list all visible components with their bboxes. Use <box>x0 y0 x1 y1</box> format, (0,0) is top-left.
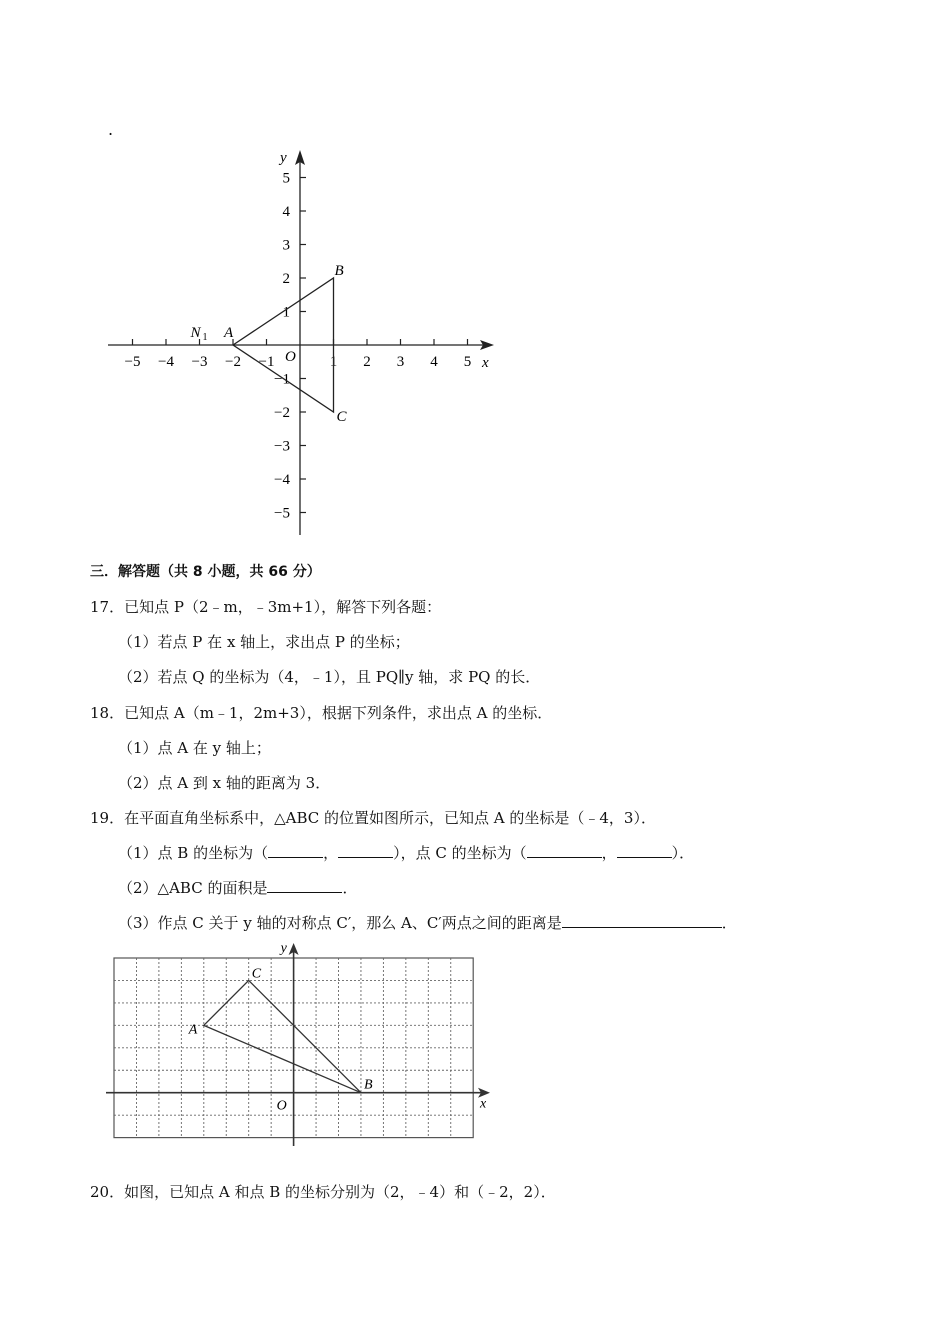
figure2-triangle <box>188 966 373 1092</box>
q18-part2: （2）点 A 到 x 轴的距离为 3． <box>118 774 331 792</box>
figure1-triangle <box>190 263 348 425</box>
section-title: 三．解答题（共 8 小题，共 66 分） <box>90 564 321 580</box>
q19-part3-text-a: （3）作点 C 关于 y 轴的对称点 C′，那么 A、C′两点之间的距离是 <box>118 914 562 932</box>
q19-part3 <box>118 913 737 933</box>
q18-part1: （1）点 A 在 y 轴上； <box>118 739 271 757</box>
answer-blank-distance[interactable] <box>562 913 722 928</box>
q19-part1-text-c: ），点 C 的坐标为（ <box>393 844 527 862</box>
point-label-c: C <box>336 409 347 425</box>
origin-label: O <box>285 349 296 365</box>
coordinate-figure-1 <box>100 140 510 545</box>
x-tick-label: −1 <box>258 354 275 370</box>
grid-figure-2 <box>100 938 500 1153</box>
q19-part1-text-a: （1）点 B 的坐标为（ <box>118 844 269 862</box>
y-axis-label: y <box>280 941 287 956</box>
point-label-n: N <box>190 325 201 341</box>
y-tick-label: −4 <box>274 472 290 488</box>
figure1-ticks <box>125 171 472 522</box>
x-tick-label: 4 <box>430 354 438 370</box>
y-tick-label: 1 <box>282 304 290 321</box>
q19-part2-text-a: （2）△ABC 的面积是 <box>118 879 268 897</box>
leading-dot: . <box>108 120 114 139</box>
q18-stem: 18．已知点 A（m﹣1，2m+3），根据下列条件，求出点 A 的坐标． <box>90 704 553 722</box>
q19-part1 <box>118 843 694 863</box>
y-tick-label: −1 <box>274 371 290 388</box>
point-label-a: A <box>224 325 234 341</box>
q19-part3-text-b: ． <box>721 914 737 932</box>
point-label-b: B <box>334 263 344 279</box>
x-tick-label: 2 <box>363 354 371 370</box>
point-label-a: A <box>188 1022 198 1038</box>
answer-blank-b-y[interactable] <box>338 843 393 858</box>
y-tick-label: 5 <box>282 170 290 187</box>
point-label-c: C <box>251 966 262 982</box>
q19-part2-text-b: ． <box>342 879 358 897</box>
x-tick-label: −2 <box>225 354 241 370</box>
y-tick-label: −5 <box>274 505 290 522</box>
x-tick-label: 5 <box>463 354 472 370</box>
point-label-n-subscript: 1 <box>202 332 208 343</box>
q20-stem: 20．如图，已知点 A 和点 B 的坐标分别为（2，﹣4）和（﹣2，2）． <box>90 1183 556 1201</box>
q19-part1-text-d: ， <box>601 844 617 862</box>
triangle-abc <box>204 980 361 1092</box>
answer-blank-c-y[interactable] <box>617 843 672 858</box>
y-tick-label: −2 <box>274 405 290 421</box>
q17-part1: （1）若点 P 在 x 轴上，求出点 P 的坐标； <box>118 633 410 651</box>
y-tick-label: 3 <box>282 237 290 254</box>
x-tick-label: 1 <box>329 354 338 370</box>
y-tick-label: −3 <box>274 438 290 455</box>
x-axis-label: x <box>482 355 489 371</box>
x-tick-label: −3 <box>191 354 208 370</box>
q19-stem: 19．在平面直角坐标系中，△ABC 的位置如图所示，已知点 A 的坐标是（﹣4，3）． <box>90 809 656 827</box>
answer-blank-area[interactable] <box>267 878 342 893</box>
q19-part1-text-e: ）． <box>671 844 695 862</box>
answer-blank-c-x[interactable] <box>527 843 602 858</box>
y-tick-label: 2 <box>282 271 290 287</box>
q19-part2 <box>118 878 357 898</box>
y-tick-label: 4 <box>282 204 290 220</box>
y-axis-label: y <box>280 150 287 166</box>
point-label-b: B <box>363 1077 373 1093</box>
q17-stem: 17．已知点 P（2﹣m，﹣3m+1），解答下列各题： <box>90 598 442 616</box>
answer-blank-b-x[interactable] <box>268 843 323 858</box>
x-tick-label: −4 <box>158 354 174 370</box>
x-axis-label: x <box>480 1096 487 1112</box>
q19-part1-text-b: ， <box>323 844 339 862</box>
x-tick-label: −5 <box>124 354 141 370</box>
x-tick-label: 3 <box>396 354 405 370</box>
origin-label: O <box>276 1098 287 1114</box>
q17-part2: （2）若点 Q 的坐标为（4，﹣1），且 PQ∥y 轴，求 PQ 的长． <box>118 668 541 686</box>
